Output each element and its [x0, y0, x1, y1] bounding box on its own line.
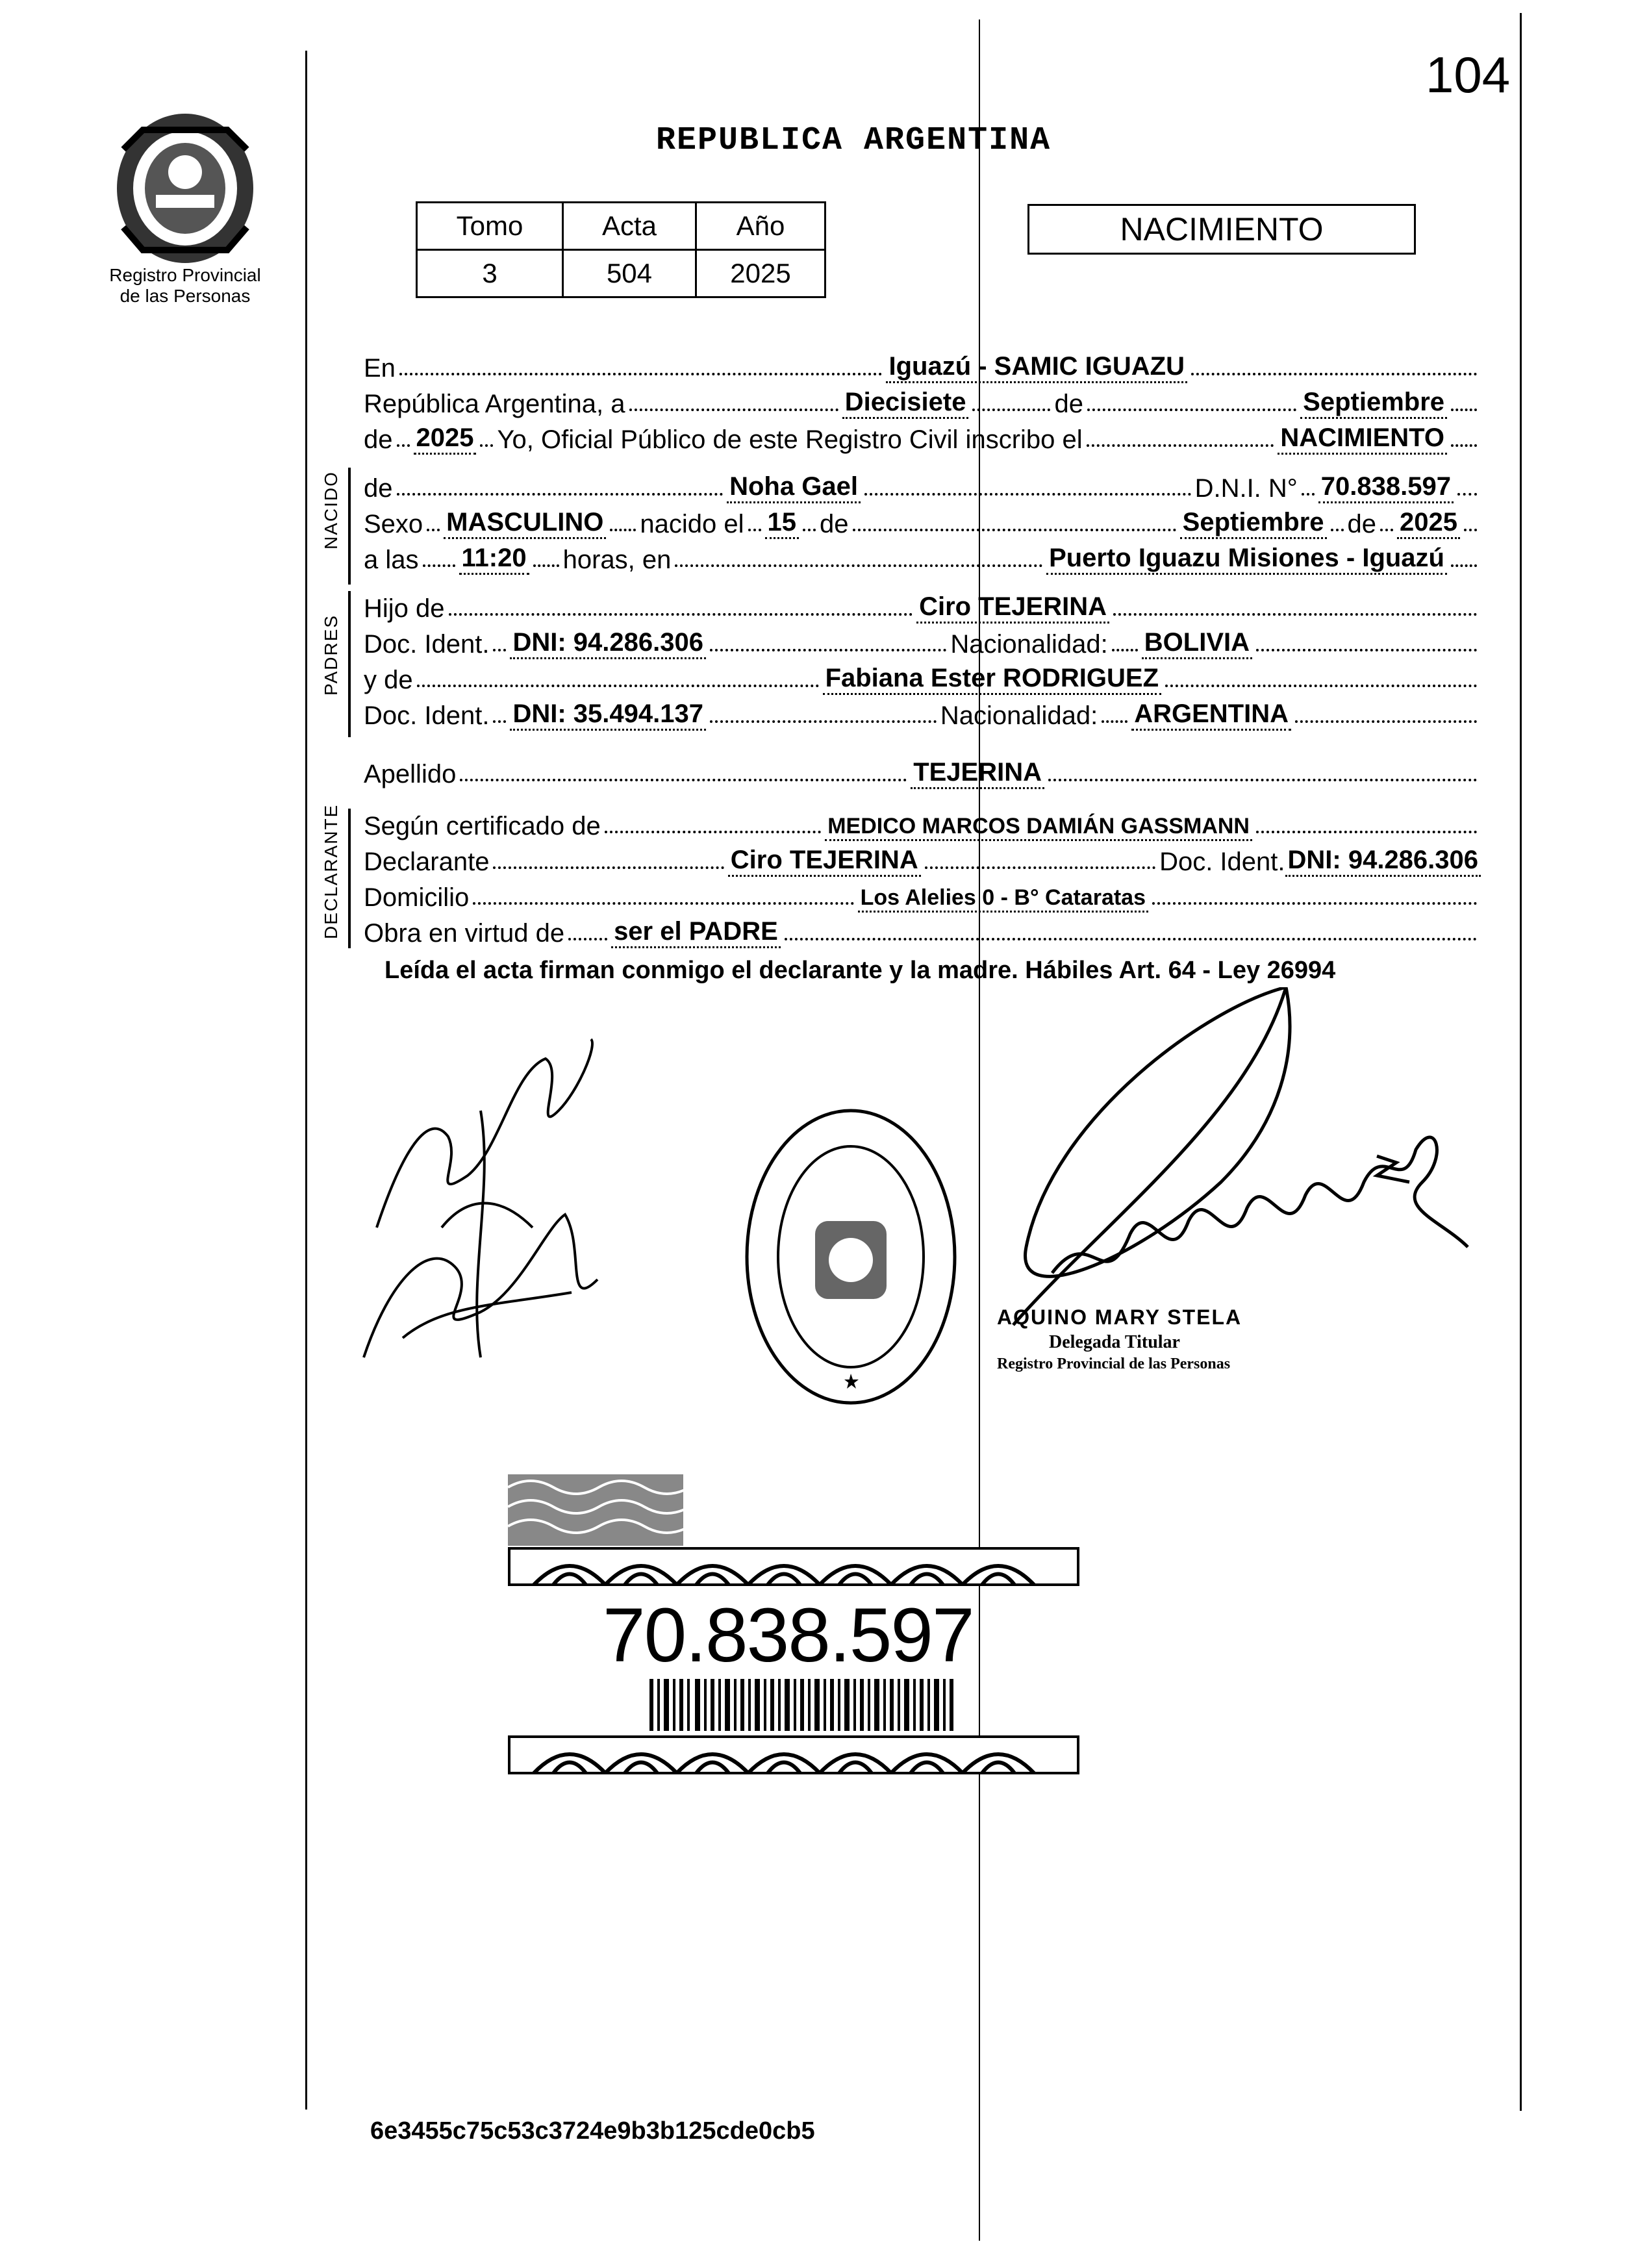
nacido-bar	[348, 468, 351, 585]
dots	[1113, 608, 1477, 616]
dots	[972, 403, 1050, 411]
dots	[785, 933, 1477, 940]
dots	[493, 715, 506, 723]
dots	[397, 439, 410, 447]
official-block	[997, 1305, 1413, 1373]
security-band-bottom	[508, 1735, 1079, 1774]
logo-caption-line2: de las Personas	[120, 286, 251, 306]
row-certificado	[364, 802, 1481, 841]
barcode	[649, 1679, 955, 1731]
decl-label: Declarante	[364, 848, 490, 876]
acta-header: Acta	[563, 203, 696, 250]
dots	[493, 644, 506, 651]
father-doc: DNI: 94.286.306	[510, 628, 706, 659]
security-band-top	[508, 1547, 1079, 1586]
birth-year: 2025	[1397, 508, 1460, 539]
closing-text: Leída el acta firman conmigo el declarante y la madre. Hábiles Art. 64 - Ley 26994	[384, 957, 1336, 984]
dots	[605, 825, 822, 833]
document-title: REPUBLICA ARGENTINA	[656, 122, 1052, 159]
left-margin-line	[305, 51, 307, 2110]
mother-nationality: ARGENTINA	[1131, 699, 1291, 731]
declarante-label: DECLARANTE	[321, 803, 341, 939]
dni-label: D.N.I. N°	[1194, 474, 1298, 503]
barcode-number: 70.838.597	[603, 1593, 974, 1678]
month-value: Septiembre	[1300, 388, 1447, 419]
row-en	[364, 344, 1481, 383]
dots	[710, 644, 946, 651]
cert-label: Según certificado de	[364, 812, 601, 840]
father-nationality: BOLIVIA	[1142, 628, 1252, 659]
father-name: Ciro TEJERINA	[916, 592, 1109, 624]
dots	[460, 774, 907, 781]
official-office: Registro Provincial de las Personas	[997, 1355, 1231, 1372]
row-domicilio	[364, 874, 1481, 913]
hijo-de-label: Hijo de	[364, 594, 445, 623]
dots	[629, 403, 838, 411]
dots	[1295, 715, 1477, 723]
dots	[1256, 644, 1477, 651]
apellido-label: Apellido	[364, 760, 457, 788]
dots	[399, 368, 883, 375]
birth-day: 15	[765, 508, 800, 539]
dots	[1048, 774, 1477, 781]
inscribo-text: Yo, Oficial Público de este Registro Civil inscribo el	[497, 425, 1083, 454]
dots	[1451, 403, 1477, 411]
official-signature	[974, 987, 1481, 1351]
official-title: Delegada Titular	[1049, 1332, 1180, 1352]
dots	[1087, 403, 1296, 411]
declarant-signature	[351, 1033, 624, 1396]
dots	[1102, 715, 1127, 723]
de-label-4: de	[1347, 510, 1377, 538]
dots	[864, 488, 1191, 496]
dots	[925, 861, 1155, 869]
mother-name: Fabiana Ester RODRIGUEZ	[823, 664, 1161, 695]
tomo-value: 3	[417, 250, 563, 297]
place-value: Iguazú - SAMIC IGUAZU	[886, 352, 1187, 383]
declarante-bar	[348, 809, 351, 948]
nacido-label: NACIDO	[321, 471, 341, 549]
row-y-de	[364, 656, 1481, 695]
row-mother-doc	[364, 692, 1481, 731]
dots	[1087, 439, 1274, 447]
dots	[1165, 679, 1477, 687]
dots	[1152, 897, 1477, 905]
dots	[748, 523, 761, 531]
cert-value: MEDICO MARCOS DAMIÁN GASSMANN	[825, 814, 1252, 841]
horas-label: horas, en	[562, 546, 672, 574]
obra-value: ser el PADRE	[611, 917, 781, 948]
right-margin-line	[1520, 13, 1522, 2111]
act-type-box	[1027, 204, 1416, 255]
row-hora	[364, 536, 1481, 575]
birth-month: Septiembre	[1180, 508, 1327, 539]
de-label-3: de	[820, 510, 849, 538]
obra-label: Obra en virtud de	[364, 919, 565, 948]
row-inscribo	[364, 416, 1481, 455]
row-obra	[364, 909, 1481, 948]
mother-doc-label: Doc. Ident.	[364, 701, 490, 730]
apellido-value: TEJERINA	[911, 758, 1044, 789]
dots	[397, 488, 724, 496]
dots	[1451, 559, 1477, 567]
security-pattern-block	[508, 1474, 683, 1546]
a-las-label: a las	[364, 546, 419, 574]
row-declarante	[364, 838, 1481, 877]
day-value: Diecisiete	[842, 388, 969, 419]
registry-stamp	[740, 1104, 961, 1409]
y-de-label: y de	[364, 666, 413, 694]
row-apellido	[364, 750, 1481, 789]
dots	[1464, 523, 1477, 531]
registry-table	[416, 201, 826, 298]
decl-value: Ciro TEJERINA	[728, 846, 921, 877]
official-name: AQUINO MARY STELA	[997, 1305, 1242, 1329]
year-value: 2025	[414, 423, 477, 455]
child-name: Noha Gael	[727, 472, 861, 503]
logo-caption	[78, 265, 292, 307]
tomo-header: Tomo	[417, 203, 563, 250]
page-number: 104	[1426, 46, 1511, 103]
logo-caption-line1: Registro Provincial	[109, 265, 261, 285]
decl-doc-label: Doc. Ident.	[1159, 848, 1285, 876]
father-nat-label: Nacionalidad:	[950, 630, 1108, 659]
birth-time: 11:20	[459, 544, 529, 575]
de-label-2: de	[364, 425, 393, 454]
dots	[610, 523, 636, 531]
dots	[1331, 523, 1344, 531]
anio-value: 2025	[696, 250, 825, 297]
document-hash: 6e3455c75c53c3724e9b3b125cde0cb5	[370, 2117, 815, 2145]
sexo-label: Sexo	[364, 510, 423, 538]
dots	[1302, 488, 1315, 496]
dots	[1112, 644, 1138, 651]
event-value: NACIMIENTO	[1278, 423, 1447, 455]
father-doc-label: Doc. Ident.	[364, 630, 490, 659]
dots	[417, 679, 819, 687]
dots	[427, 523, 440, 531]
birth-place: Puerto Iguazu Misiones - Iguazú	[1046, 544, 1447, 575]
nacido-el-label: nacido el	[640, 510, 744, 538]
dots	[853, 523, 1176, 531]
dots	[423, 559, 455, 567]
de-label: de	[1054, 390, 1083, 418]
dots	[493, 861, 724, 869]
act-type-label: NACIMIENTO	[1120, 211, 1324, 247]
en-label: En	[364, 354, 396, 383]
dots	[480, 439, 493, 447]
dots	[1380, 523, 1393, 531]
row-father-doc	[364, 620, 1481, 659]
dots	[803, 523, 816, 531]
mother-doc: DNI: 35.494.137	[510, 699, 706, 731]
padres-bar	[348, 591, 351, 737]
dots	[1256, 825, 1477, 833]
dots	[568, 933, 607, 940]
dots	[1451, 439, 1477, 447]
dots	[449, 608, 913, 616]
row-republica	[364, 380, 1481, 419]
dom-label: Domicilio	[364, 883, 470, 912]
dots	[473, 897, 853, 905]
republica-label: República Argentina, a	[364, 390, 625, 418]
row-nacido-de	[364, 464, 1481, 503]
dots	[1457, 488, 1477, 496]
anio-header: Año	[696, 203, 825, 250]
nacido-de-label: de	[364, 474, 393, 503]
dots	[710, 715, 937, 723]
dots	[1191, 368, 1477, 375]
sexo-value: MASCULINO	[444, 508, 606, 539]
child-dni: 70.838.597	[1318, 472, 1454, 503]
dots	[533, 559, 559, 567]
registry-table-header	[417, 203, 825, 250]
row-hijo-de	[364, 585, 1481, 624]
padres-label: PADRES	[321, 614, 341, 696]
province-emblem	[110, 110, 260, 273]
acta-value: 504	[563, 250, 696, 297]
registry-table-values	[417, 250, 825, 297]
mother-nat-label: Nacionalidad:	[940, 701, 1098, 730]
row-sexo	[364, 500, 1481, 539]
decl-doc-value: DNI: 94.286.306	[1285, 846, 1481, 877]
dots	[675, 559, 1042, 567]
dom-value: Los Alelies 0 - B° Cataratas	[858, 885, 1148, 913]
